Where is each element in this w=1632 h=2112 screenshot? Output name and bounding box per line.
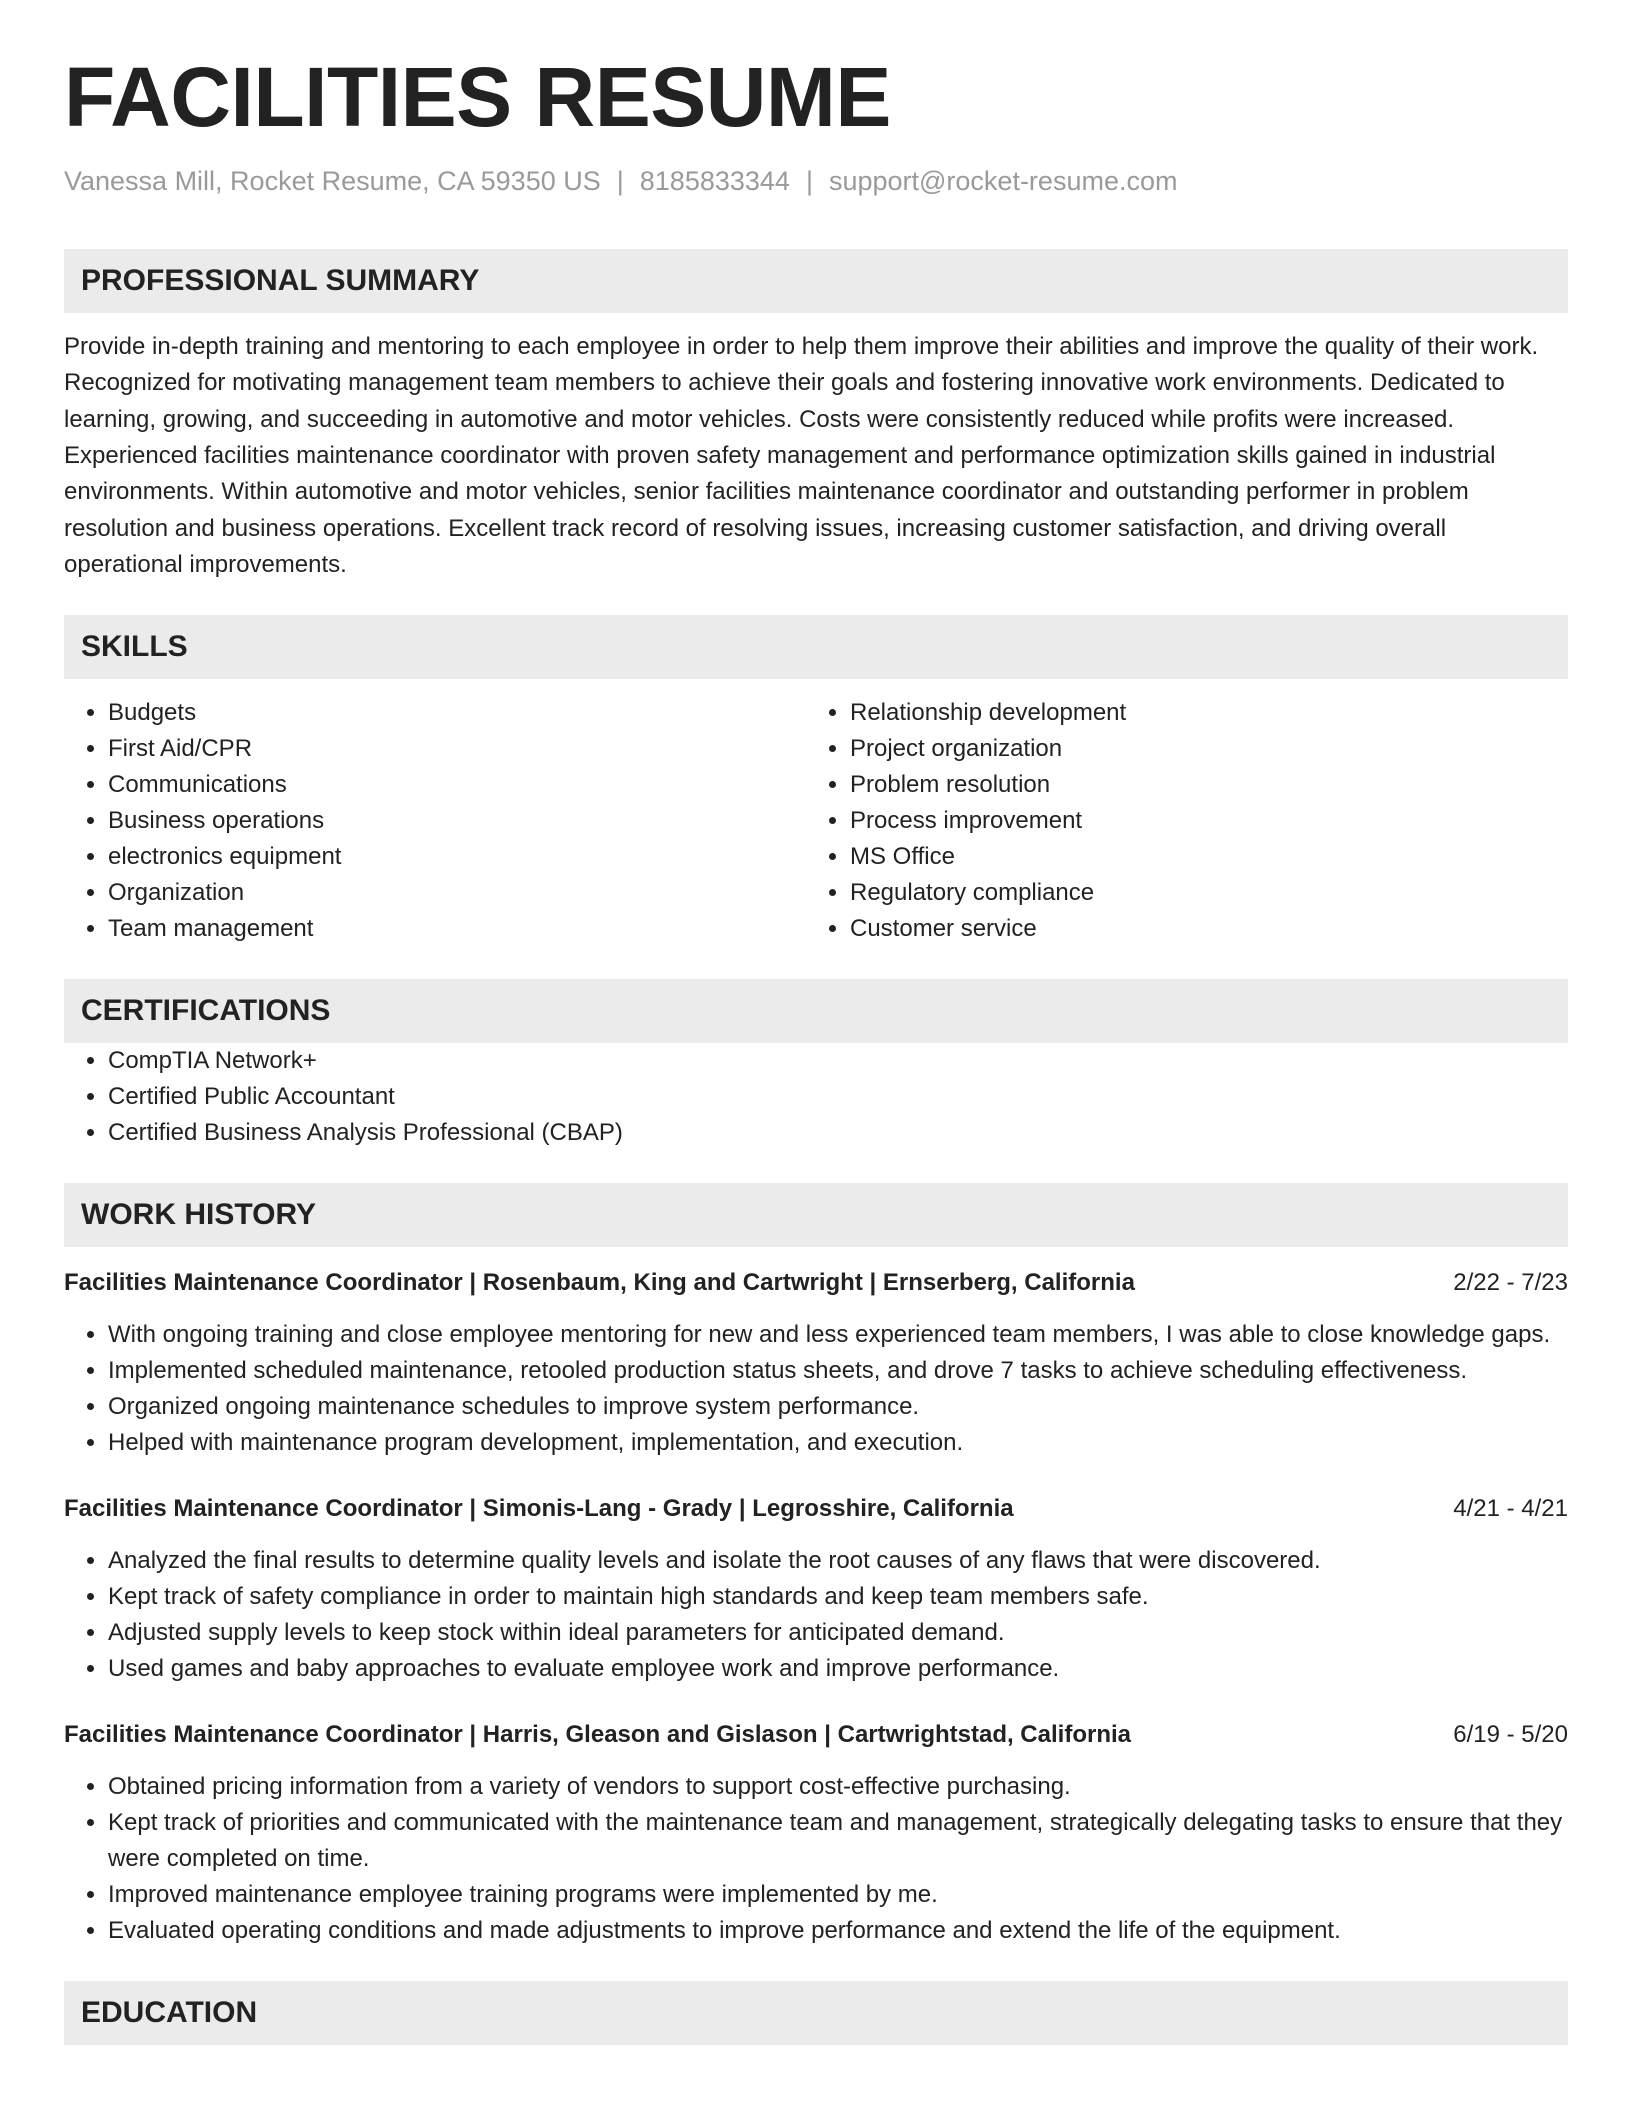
work-history-list [64, 1265, 1568, 1949]
skill-item: • Team management [108, 911, 806, 947]
job-duties-list [64, 1769, 1568, 1949]
certification-item: • Certified Business Analysis Professional (CBAP) [108, 1115, 1568, 1151]
certification-item: • Certified Public Accountant [108, 1079, 1568, 1115]
job-entry [64, 1717, 1568, 1949]
skill-item: • Project organization [850, 731, 1548, 767]
section-header-work-history: WORK HISTORY [64, 1183, 1568, 1247]
skill-item: • Budgets [108, 695, 806, 731]
job-dates: 4/21 - 4/21 [1453, 1495, 1568, 1523]
certifications-list [64, 1043, 1568, 1151]
job-duty-item: • Improved maintenance employee training programs were implemented by me. [108, 1877, 1568, 1913]
job-duty-item: • Used games and baby approaches to evaluate employee work and improve performance. [108, 1651, 1568, 1687]
job-title: Facilities Maintenance Coordinator | Rosenbaum, King and Cartwright | Ernserberg, California [64, 1269, 1135, 1297]
job-duty-item: • Implemented scheduled maintenance, retooled production status sheets, and drove 7 tasks to achieve scheduling effectiveness. [108, 1353, 1568, 1389]
skills-grid [64, 695, 1568, 947]
contact-separator: | [616, 166, 624, 197]
job-title: Facilities Maintenance Coordinator | Harris, Gleason and Gislason | Cartwrightstad, California [64, 1721, 1131, 1749]
job-duty-item: • Kept track of safety compliance in order to maintain high standards and keep team members safe. [108, 1579, 1568, 1615]
skill-item: • Customer service [850, 911, 1548, 947]
skill-item: • Organization [108, 875, 806, 911]
job-header [64, 1717, 1568, 1753]
section-header-skills: SKILLS [64, 615, 1568, 679]
skill-item: • Problem resolution [850, 767, 1548, 803]
job-title: Facilities Maintenance Coordinator | Simonis-Lang - Grady | Legrosshire, California [64, 1495, 1014, 1523]
job-entry [64, 1265, 1568, 1461]
section-header-summary: PROFESSIONAL SUMMARY [64, 249, 1568, 313]
skill-item: • MS Office [850, 839, 1548, 875]
job-duty-item: • Analyzed the final results to determine quality levels and isolate the root causes of any flaws that were discovered. [108, 1543, 1568, 1579]
skills-column-left [64, 695, 806, 947]
skill-item: • electronics equipment [108, 839, 806, 875]
job-duty-item: • Kept track of priorities and communicated with the maintenance team and management, strategically delegating tasks to ensure that they were completed on time. [108, 1805, 1568, 1877]
contact-phone: 8185833344 [639, 166, 790, 197]
job-duty-item: • With ongoing training and close employee mentoring for new and less experienced team members, I was able to close knowledge gaps. [108, 1317, 1568, 1353]
job-dates: 6/19 - 5/20 [1453, 1721, 1568, 1749]
job-duties-list [64, 1317, 1568, 1461]
skill-item: • Business operations [108, 803, 806, 839]
job-duty-item: • Organized ongoing maintenance schedules to improve system performance. [108, 1389, 1568, 1425]
certification-item: • CompTIA Network+ [108, 1043, 1568, 1079]
contact-line [64, 164, 1568, 199]
contact-separator: | [805, 166, 813, 197]
section-header-certifications: CERTIFICATIONS [64, 979, 1568, 1043]
page-title: FACILITIES RESUME [64, 50, 891, 144]
skill-item: • First Aid/CPR [108, 731, 806, 767]
contact-email: support@rocket-resume.com [828, 166, 1178, 197]
job-duty-item: • Evaluated operating conditions and made adjustments to improve performance and extend the life of the equipment. [108, 1913, 1568, 1949]
skills-list-right [806, 695, 1548, 947]
job-dates: 2/22 - 7/23 [1453, 1269, 1568, 1297]
job-duties-list [64, 1543, 1568, 1687]
summary-text: Provide in-depth training and mentoring to each employee in order to help them improve their abilities and improve the quality of their work. Recognized for motivating management team members to achieve their goals and fostering innovative work environments. Dedicated to learning, growing, and succeeding in automotive and motor vehicles. Costs were consistently reduced while profits were increased. Experienced facilities maintenance coordinator with proven safety management and performance optimization skills gained in industrial environments. Within automotive and motor vehicles, senior facilities maintenance coordinator and outstanding performer in problem resolution and business operations. Excellent track record of resolving issues, increasing customer satisfaction, and driving overall operational improvements. [64, 333, 1539, 578]
section-header-education: EDUCATION [64, 1981, 1568, 2045]
contact-address: Vanessa Mill, Rocket Resume, CA 59350 US [64, 166, 601, 197]
job-duty-item: • Helped with maintenance program development, implementation, and execution. [108, 1425, 1568, 1461]
skills-column-right [806, 695, 1548, 947]
job-duty-item: • Obtained pricing information from a variety of vendors to support cost-effective purchasing. [108, 1769, 1568, 1805]
job-duty-item: • Adjusted supply levels to keep stock within ideal parameters for anticipated demand. [108, 1615, 1568, 1651]
job-header [64, 1265, 1568, 1301]
job-header [64, 1491, 1568, 1527]
skill-item: • Relationship development [850, 695, 1548, 731]
skills-list-left [64, 695, 806, 947]
skill-item: • Regulatory compliance [850, 875, 1548, 911]
skill-item: • Communications [108, 767, 806, 803]
skill-item: • Process improvement [850, 803, 1548, 839]
job-entry [64, 1491, 1568, 1687]
